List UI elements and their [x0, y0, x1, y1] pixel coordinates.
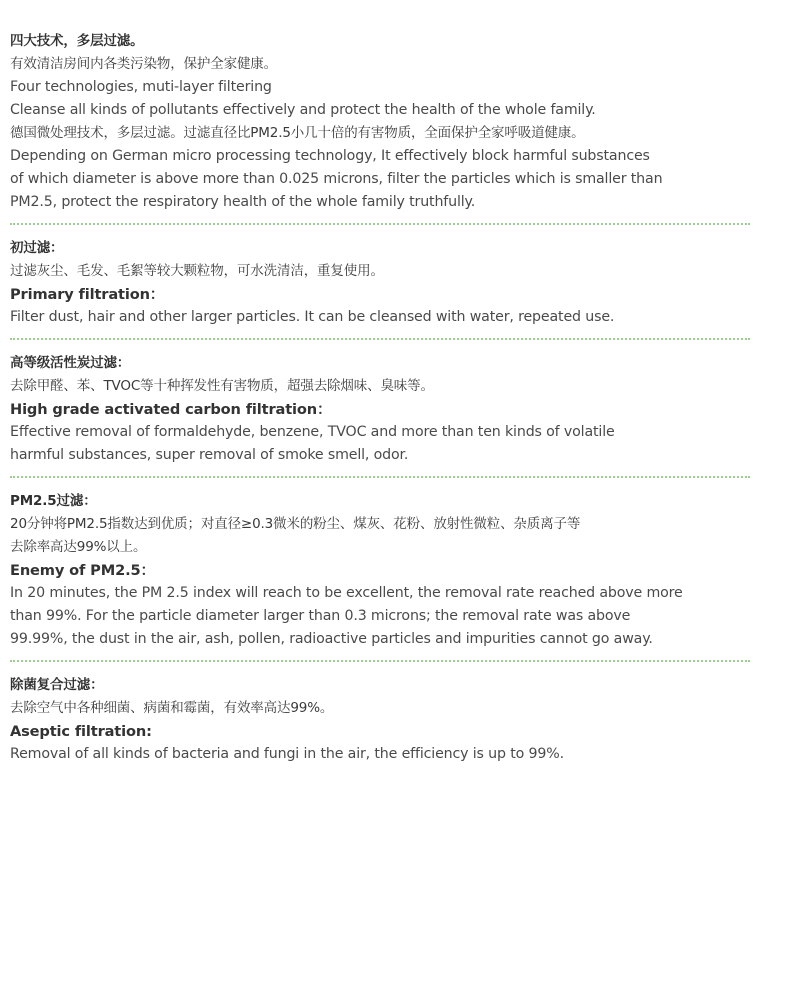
aseptic-filtration-section [10, 674, 762, 766]
aseptic-cn-title: 除菌复合过滤： [10, 677, 104, 693]
intro-en-desc: Cleanse all kinds of pollutants effectively and protect the health of the whole family. [10, 102, 596, 118]
intro-en-title: Four technologies, muti-layer filtering [10, 79, 272, 95]
aseptic-cn-desc: 去除空气中各种细菌、病菌和霉菌，有效率高达99%。 [10, 700, 334, 716]
section-divider [10, 476, 750, 478]
primary-cn-desc: 过滤灰尘、毛发、毛絮等较大颗粒物，可水洗清洁，重复使用。 [10, 263, 384, 279]
primary-en-title: Primary filtration： [10, 286, 165, 303]
aseptic-en-title: Aseptic filtration: [10, 723, 152, 740]
section-divider [10, 338, 750, 340]
pm25-cn-desc-line-1: 20分钟将PM2.5指数达到优质；对直径≥0.3微米的粉尘、煤灰、花粉、放射性微粒、杂质离子等 [10, 516, 581, 532]
intro-en-detail-line-2: of which diameter is above more than 0.025 microns, filter the particles which is smaller than [10, 171, 663, 187]
primary-filtration-section [10, 237, 762, 329]
pm25-en-title: Enemy of PM2.5： [10, 562, 155, 579]
section-divider [10, 660, 750, 662]
carbon-cn-desc: 去除甲醛、苯、TVOC等十种挥发性有害物质，超强去除烟味、臭味等。 [10, 378, 434, 394]
intro-en-detail-line-1: Depending on German micro processing technology, It effectively block harmful substances [10, 148, 650, 164]
intro-cn-title: 四大技术，多层过滤。 [10, 33, 144, 49]
aseptic-en-desc: Removal of all kinds of bacteria and fungi in the air, the efficiency is up to 99%. [10, 746, 564, 762]
pm25-en-desc-line-1: In 20 minutes, the PM 2.5 index will reach to be excellent, the removal rate reached above more [10, 585, 683, 601]
pm25-filtration-section [10, 490, 762, 651]
carbon-en-desc-line-2: harmful substances, super removal of smoke smell, odor. [10, 447, 409, 463]
intro-section [10, 30, 762, 214]
primary-en-desc: Filter dust, hair and other larger particles. It can be cleansed with water, repeated use. [10, 309, 615, 325]
intro-cn-desc: 有效清洁房间内各类污染物，保护全家健康。 [10, 56, 277, 72]
pm25-en-desc-line-3: 99.99%, the dust in the air, ash, pollen, radioactive particles and impurities cannot go away. [10, 631, 653, 647]
pm25-en-desc-line-2: than 99%. For the particle diameter larger than 0.3 microns; the removal rate was above [10, 608, 631, 624]
carbon-filtration-section [10, 352, 762, 467]
primary-cn-title: 初过滤： [10, 240, 64, 256]
carbon-en-desc-line-1: Effective removal of formaldehyde, benzene, TVOC and more than ten kinds of volatile [10, 424, 615, 440]
carbon-cn-title: 高等级活性炭过滤： [10, 355, 131, 371]
intro-cn-detail: 德国微处理技术，多层过滤。过滤直径比PM2.5小几十倍的有害物质，全面保护全家呼吸道健康。 [10, 125, 585, 141]
intro-en-detail-line-3: PM2.5, protect the respiratory health of the whole family truthfully. [10, 194, 476, 210]
pm25-cn-title: PM2.5过滤： [10, 493, 97, 509]
carbon-en-title: High grade activated carbon filtration： [10, 401, 332, 418]
section-divider [10, 223, 750, 225]
filtration-description [10, 30, 762, 766]
pm25-cn-desc-line-2: 去除率高达99%以上。 [10, 539, 147, 555]
